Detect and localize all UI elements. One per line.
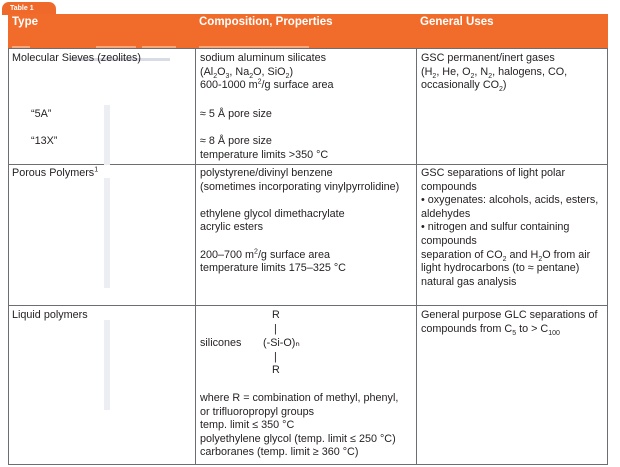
subtype-13x: “13X” (31, 135, 58, 147)
structure-label-silicones: silicones (200, 337, 242, 349)
table-header (8, 14, 608, 48)
scan-artifact (104, 320, 110, 410)
row-divider (8, 164, 608, 165)
row-composition-molecular-sieves: sodium aluminum silicates ($Al_2O_3$, $Na_2O$, SiO$_2$) 600-1000 $m^2/g$ surface area (200, 52, 334, 92)
column-header-type: Type (12, 16, 38, 28)
subtype-5a: “5A” (31, 108, 52, 120)
row-type-porous-polymers: Porous Polymers$^1$ (12, 166, 99, 179)
column-header-uses: General Uses (420, 16, 494, 28)
structure-core: (-Si-O)ₙ (263, 337, 300, 349)
structure-r-bottom: R (272, 364, 280, 376)
row-uses-liquid-polymers: General purpose GLC separations of compounds from $C_5$ to > $C_{100}$ (421, 309, 598, 337)
row-composition-porous-polymers: polystyrene/divinyl benzene (sometimes incorporating vinylpyrrolidine) ethylene glycol dimethacrylate acrylic esters 200–700 $m^2/g$ surface area temperature limits 175–325 °C (200, 167, 400, 275)
column-header-composition: Composition, Properties (199, 16, 333, 28)
row-composition-liquid-polymers: where R = combination of methyl, phenyl, or trifluoropropyl groups temp. limit ≤ 350 °C polyethylene glycol (temp. limit ≤ 250 °C) carboranes (temp. limit ≥ 360 °C) (200, 392, 399, 459)
header-underline-composition (199, 39, 315, 47)
header-underline-type (12, 39, 182, 47)
column-divider (416, 48, 417, 465)
row-type-molecular-sieves: Molecular Sieves (zeolites) (12, 52, 142, 64)
scan-artifact (104, 178, 110, 288)
row-uses-molecular-sieves: GSC permanent/inert gases ($H_2$, He, $O_2$, $N_2$, halogens, CO, occasionally $CO_2$) (421, 52, 568, 94)
column-divider (195, 48, 196, 465)
subtype-5a-composition: ≈ 5 Å pore size (200, 108, 272, 120)
structure-bond-bottom: | (274, 351, 277, 363)
row-uses-porous-polymers: GSC separations of light polar compounds • oxygenates: alcohols, acids, esters, aldehydes • nitrogen and sulfur containing compounds separation of $CO_2$ and $H_2O$ from air light hydrocarbons (to ≈ pentane) natural gas analysis (421, 167, 599, 288)
row-divider (8, 305, 608, 306)
scan-artifact (104, 105, 110, 165)
table-tag: Table 1 (2, 2, 56, 15)
row-type-liquid-polymers: Liquid polymers (12, 309, 88, 321)
subtype-13x-composition: ≈ 8 Å pore size temperature limits >350 °C (200, 135, 329, 161)
structure-r-top: R (272, 309, 280, 321)
structure-bond-top: | (274, 323, 277, 335)
